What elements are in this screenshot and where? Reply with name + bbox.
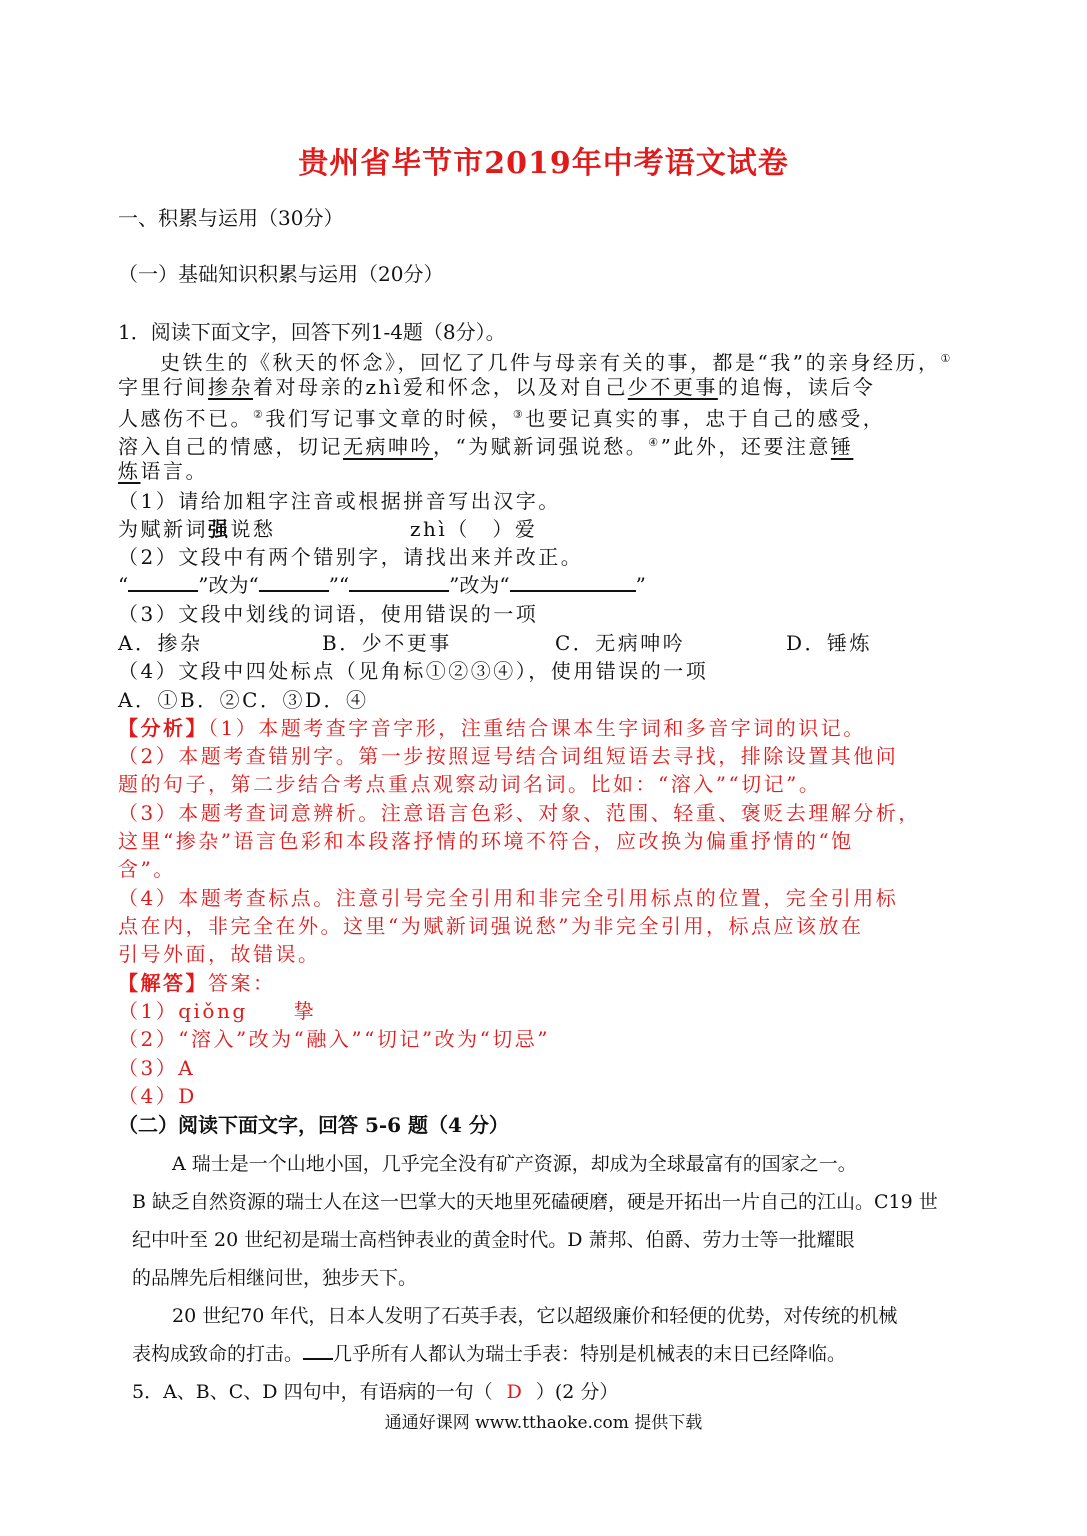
reading-line-6: 表构成致命的打击。 几乎所有人都认为瑞士手表：特别是机械表的末日已经降临。 [132,1343,847,1365]
bold-char: 强 [208,517,231,541]
answer-line-3: （3）A [118,1056,196,1080]
question-5: 5．A、B、C、D 四句中，有语病的一句（ D ）(2 分） [132,1381,619,1403]
sub-question-4: （4）文段中四处标点（见角标①②③④），使用错误的一项 [118,659,709,683]
passage-line-4: 溶入自己的情感，切记无病呻吟，“为赋新词强说愁。④”此外，还要注意锤 [118,434,854,459]
reading-line-4: 的品牌先后相继问世，独步天下。 [132,1267,418,1289]
footnote-mark-1: ① [940,352,953,365]
footnote-mark-3: ③ [512,408,526,421]
passage-line-2: 字里行间掺杂着对母亲的zhì爱和怀念，以及对自己少不更事的追悔，读后令 [118,375,876,399]
analysis-line-3: 题的句子，第二步结合考点重点观察动词名词。比如：“溶入”“切记”。 [118,772,822,796]
answer-blank-1[interactable] [128,572,198,592]
section-subheading-2: （二）阅读下面文字，回答 5-6 题（4 分） [118,1113,509,1137]
page-footer: 通通好课网 www.tthaoke.com 提供下载 [384,1413,703,1433]
answer-blank-4[interactable] [510,572,636,592]
question-1-stem: 1．阅读下面文字，回答下列1-4题（8分）。 [118,320,506,344]
analysis-line-2: （2）本题考查错别字。第一步按照逗号结合词组短语去寻找，排除设置其他问 [118,744,899,768]
underlined-word-4b: 炼 [118,459,141,483]
reading-line-3: 纪中叶至 20 世纪初是瑞士高档钟表业的黄金时代。D 萧邦、伯爵、劳力士等一批耀眼 [132,1229,855,1251]
analysis-line-8: 点在内，非完全在外。这里“为赋新词强说愁”为非完全引用，标点应该放在 [118,914,864,938]
answer-blank-3[interactable] [349,572,449,592]
answer-label: 【解答】 [118,971,208,995]
underlined-word-1: 掺杂 [208,375,253,399]
underlined-word-4a: 锤 [830,434,854,459]
analysis-line-1: 【分析】（1）本题考查字音字形，注重结合课本生字词和多音字词的识记。 [118,716,866,740]
question-5-answer: D [506,1381,522,1403]
footnote-mark-2: ② [253,408,266,421]
option-4: A．①B．②C．③D．④ [118,688,369,712]
analysis-line-6: 含”。 [118,857,176,881]
option-3d: D．锤炼 [786,631,873,655]
passage-line-3: 人感伤不已。②我们写记事文章的时候，③也要记真实的事，忠于自己的感受， [118,406,886,431]
reading-blank[interactable] [303,1342,333,1360]
sub-question-1-item-b: zhì（ ）爱 [410,517,538,541]
reading-line-2: B 缺乏自然资源的瑞士人在这一巴掌大的天地里死磕硬磨，硬是开拓出一片自己的江山。C19 世 [132,1191,938,1213]
option-3c: C．无病呻吟 [555,631,686,655]
sub-question-3: （3）文段中划线的词语，使用错误的一项 [118,602,539,626]
sub-question-2-blanks: “ ”改为“ ”“ ”改为“ ” [118,573,646,597]
page-title: 贵州省毕节市2019年中考语文试卷 [298,146,789,181]
analysis-line-4: （3）本题考查词意辨析。注意语言色彩、对象、范围、轻重、褒贬去理解分析， [118,801,921,825]
answer-line-4: （4）D [118,1084,197,1108]
underlined-word-2: 少不更事 [627,375,718,399]
sub-question-2: （2）文段中有两个错别字，请找出来并改正。 [118,545,584,569]
analysis-line-7: （4）本题考查标点。注意引号完全引用和非完全引用标点的位置，完全引用标 [118,886,899,910]
section-heading-1: 一、积累与运用（30分） [118,206,344,230]
reading-line-1: A 瑞士是一个山地小国，几乎完全没有矿产资源，却成为全球最富有的国家之一。 [172,1153,857,1175]
analysis-label: 【分析】 [118,716,208,740]
analysis-line-9: 引号外面，故错误。 [118,942,321,966]
passage-line-1: 史铁生的《秋天的怀念》，回忆了几件与母亲有关的事，都是“我”的亲身经历，① [160,350,953,375]
section-subheading-1: （一）基础知识积累与运用（20分） [118,262,444,286]
passage-line-5: 炼语言。 [118,459,208,483]
option-3a: A．掺杂 [118,631,203,655]
analysis-line-5: 这里“掺杂”语言色彩和本段落抒情的环境不符合，应改换为偏重抒情的“饱 [118,829,854,853]
underlined-word-3: 无病呻吟 [343,434,433,459]
option-3b: B．少不更事 [322,631,452,655]
sub-question-1: （1）请给加粗字注音或根据拼音写出汉字。 [118,489,561,513]
answer-blank-2[interactable] [259,572,329,592]
answer-heading: 【解答】答案： [118,971,276,995]
answer-line-2: （2）“溶入”改为“融入”“切记”改为“切忌” [118,1027,551,1051]
reading-line-5: 20 世纪70 年代，日本人发明了石英手表，它以超级廉价和轻便的优势，对传统的机械 [172,1305,898,1327]
answer-line-1: （1）qiǒng 挚 [118,999,317,1023]
sub-question-1-item-a: 为赋新词强说愁 [118,517,276,541]
footnote-mark-4: ④ [648,436,661,449]
